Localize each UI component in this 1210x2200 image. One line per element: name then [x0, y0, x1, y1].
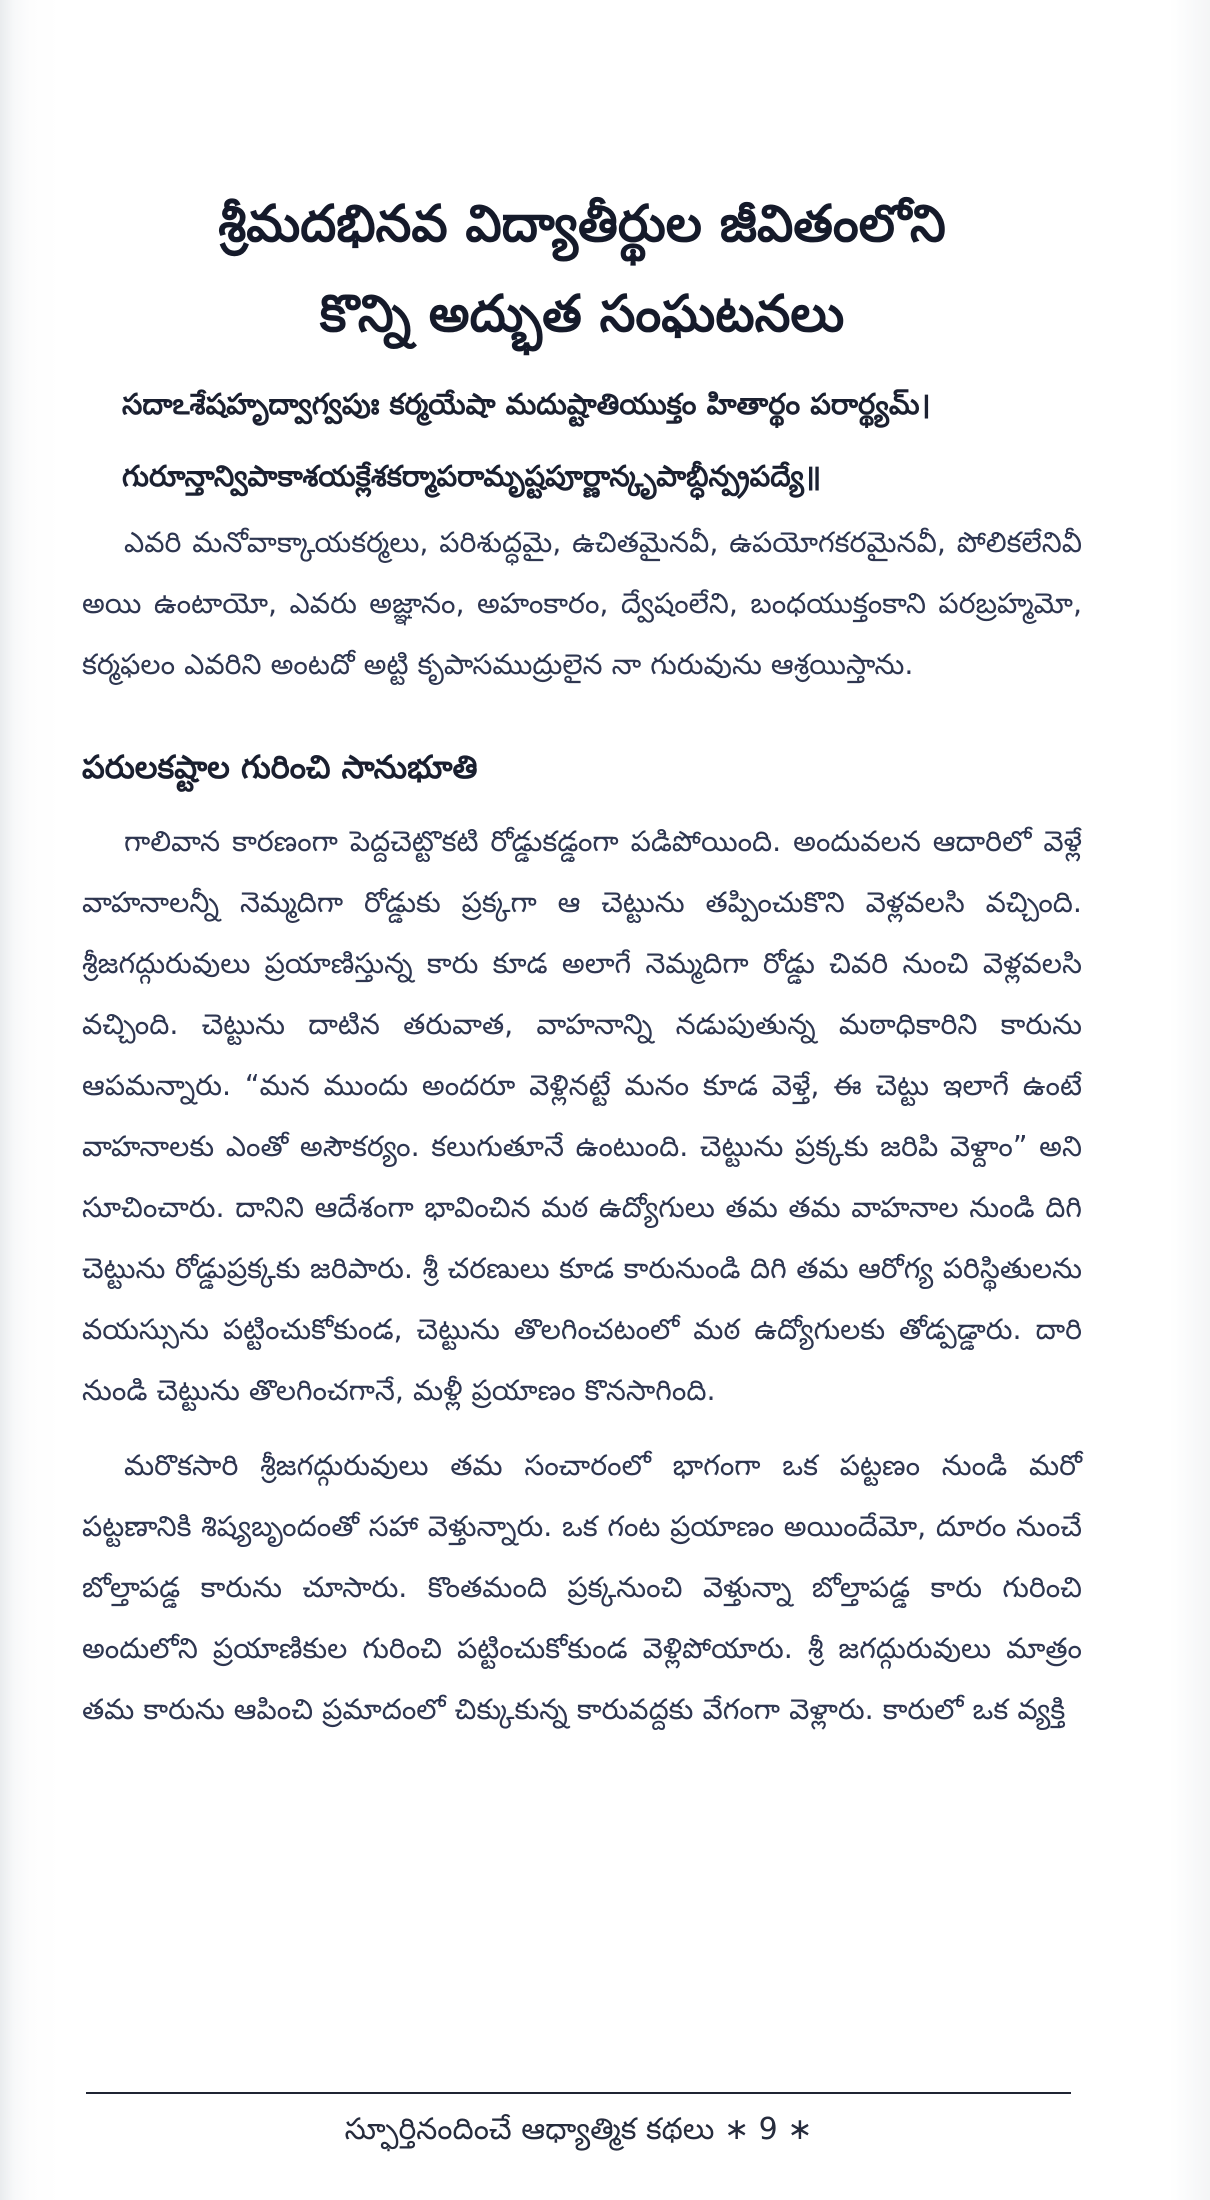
page-content [82, 180, 1082, 1740]
chapter-title [82, 180, 1082, 360]
footer-divider [86, 2092, 1071, 2094]
section-heading: పరులకష్టాల గురించి సానుభూతి [82, 748, 478, 786]
verse-line-1: సదాఽశేషహృద్వాగ్వపుః కర్మయేషా మదుష్టాతియుక్తం హితార్థం పరార్థ్యమ్। [122, 387, 931, 421]
page-footer: స్ఫూర్తినందించే ఆధ్యాత్మిక కథలు ∗ 9 ∗ [344, 2112, 813, 2147]
sanskrit-verse [82, 368, 1082, 512]
intro-paragraph: ఎవరి మనోవాక్కాయకర్మలు, పరిశుద్ధమై, ఉచితమైనవీ, ఉపయోగకరమైనవీ, పోలికలేనివీ అయి ఉంటాయో, ఎవరు అజ్ఞానం, అహంకారం, ద్వేషంలేని, బంధయుక్తంకాని పరబ్రహ్మమో, కర్మఫలం ఎవరిని అంటదో అట్టి కృపాసముద్రులైన నా గురువును ఆశ్రయిస్తాను. [82, 526, 1082, 681]
story-paragraph-2: మరొకసారి శ్రీజగద్గురువులు తమ సంచారంలో భాగంగా ఒక పట్టణం నుండి మరో పట్టణానికి శిష్యబృందంతో సహా వెళ్తున్నారు. ఒక గంట ప్రయాణం అయిందేమో, దూరం నుంచే బోల్తాపడ్డ కారును చూసారు. కొంతమంది ప్రక్కనుంచి వెళ్తున్నా బోల్తాపడ్డ కారు గురించి అందులోని ప్రయాణికుల గురించి పట్టించుకోకుండ వెళ్లిపోయారు. శ్రీ జగద్గురువులు మాత్రం తమ కారును ఆపించి ప్రమాదంలో చిక్కుకున్న కారువద్దకు వేగంగా వెళ్లారు. కారులో ఒక వ్యక్తి [82, 1449, 1082, 1726]
chapter-title-line-2: కొన్ని అద్భుత సంఘటనలు [319, 285, 845, 344]
chapter-title-line-1: శ్రీమదభినవ విద్యాతీర్థుల జీవితంలోని [218, 195, 946, 254]
verse-line-2: గురూన్తాన్విపాకాశయక్లేశకర్మాపరామృష్టపూర్ణాన్కృపాబ్ధీన్ప్రపద్యే॥ [122, 459, 822, 493]
story-paragraph-1: గాలివాన కారణంగా పెద్దచెట్టొకటి రోడ్డుకడ్డంగా పడిపోయింది. అందువలన ఆదారిలో వెళ్లే వాహనాలన్నీ నెమ్మదిగా రోడ్డుకు ప్రక్కగా ఆ చెట్టును తప్పించుకొని వెళ్లవలసి వచ్చింది. శ్రీజగద్గురువులు ప్రయాణిస్తున్న కారు కూడ అలాగే నెమ్మదిగా రోడ్డు చివరి నుంచి వెళ్లవలసి వచ్చింది. చెట్టును దాటిన తరువాత, వాహనాన్ని నడుపుతున్న మఠాధికారిని కారును ఆపమన్నారు. “మన ముందు అందరూ వెళ్లినట్టే మనం కూడ వెళ్తే, ఈ చెట్టు ఇలాగే ఉంటే వాహనాలకు ఎంతో అసౌకర్యం. కలుగుతూనే ఉంటుంది. చెట్టును ప్రక్కకు జరిపి వెళ్దాం” అని సూచించారు. దానిని ఆదేశంగా భావించిన మఠ ఉద్యోగులు తమ తమ వాహనాల నుండి దిగి చెట్టును రోడ్డుప్రక్కకు జరిపారు. శ్రీ చరణులు కూడ కారునుండి దిగి తమ ఆరోగ్య పరిస్థితులను వయస్సును పట్టించుకోకుండ, చెట్టును తొలగించటంలో మఠ ఉద్యోగులకు తోడ్పడ్డారు. దారి నుండి చెట్టును తొలగించగానే, మళ్లీ ప్రయాణం కొనసాగింది. [82, 825, 1082, 1407]
